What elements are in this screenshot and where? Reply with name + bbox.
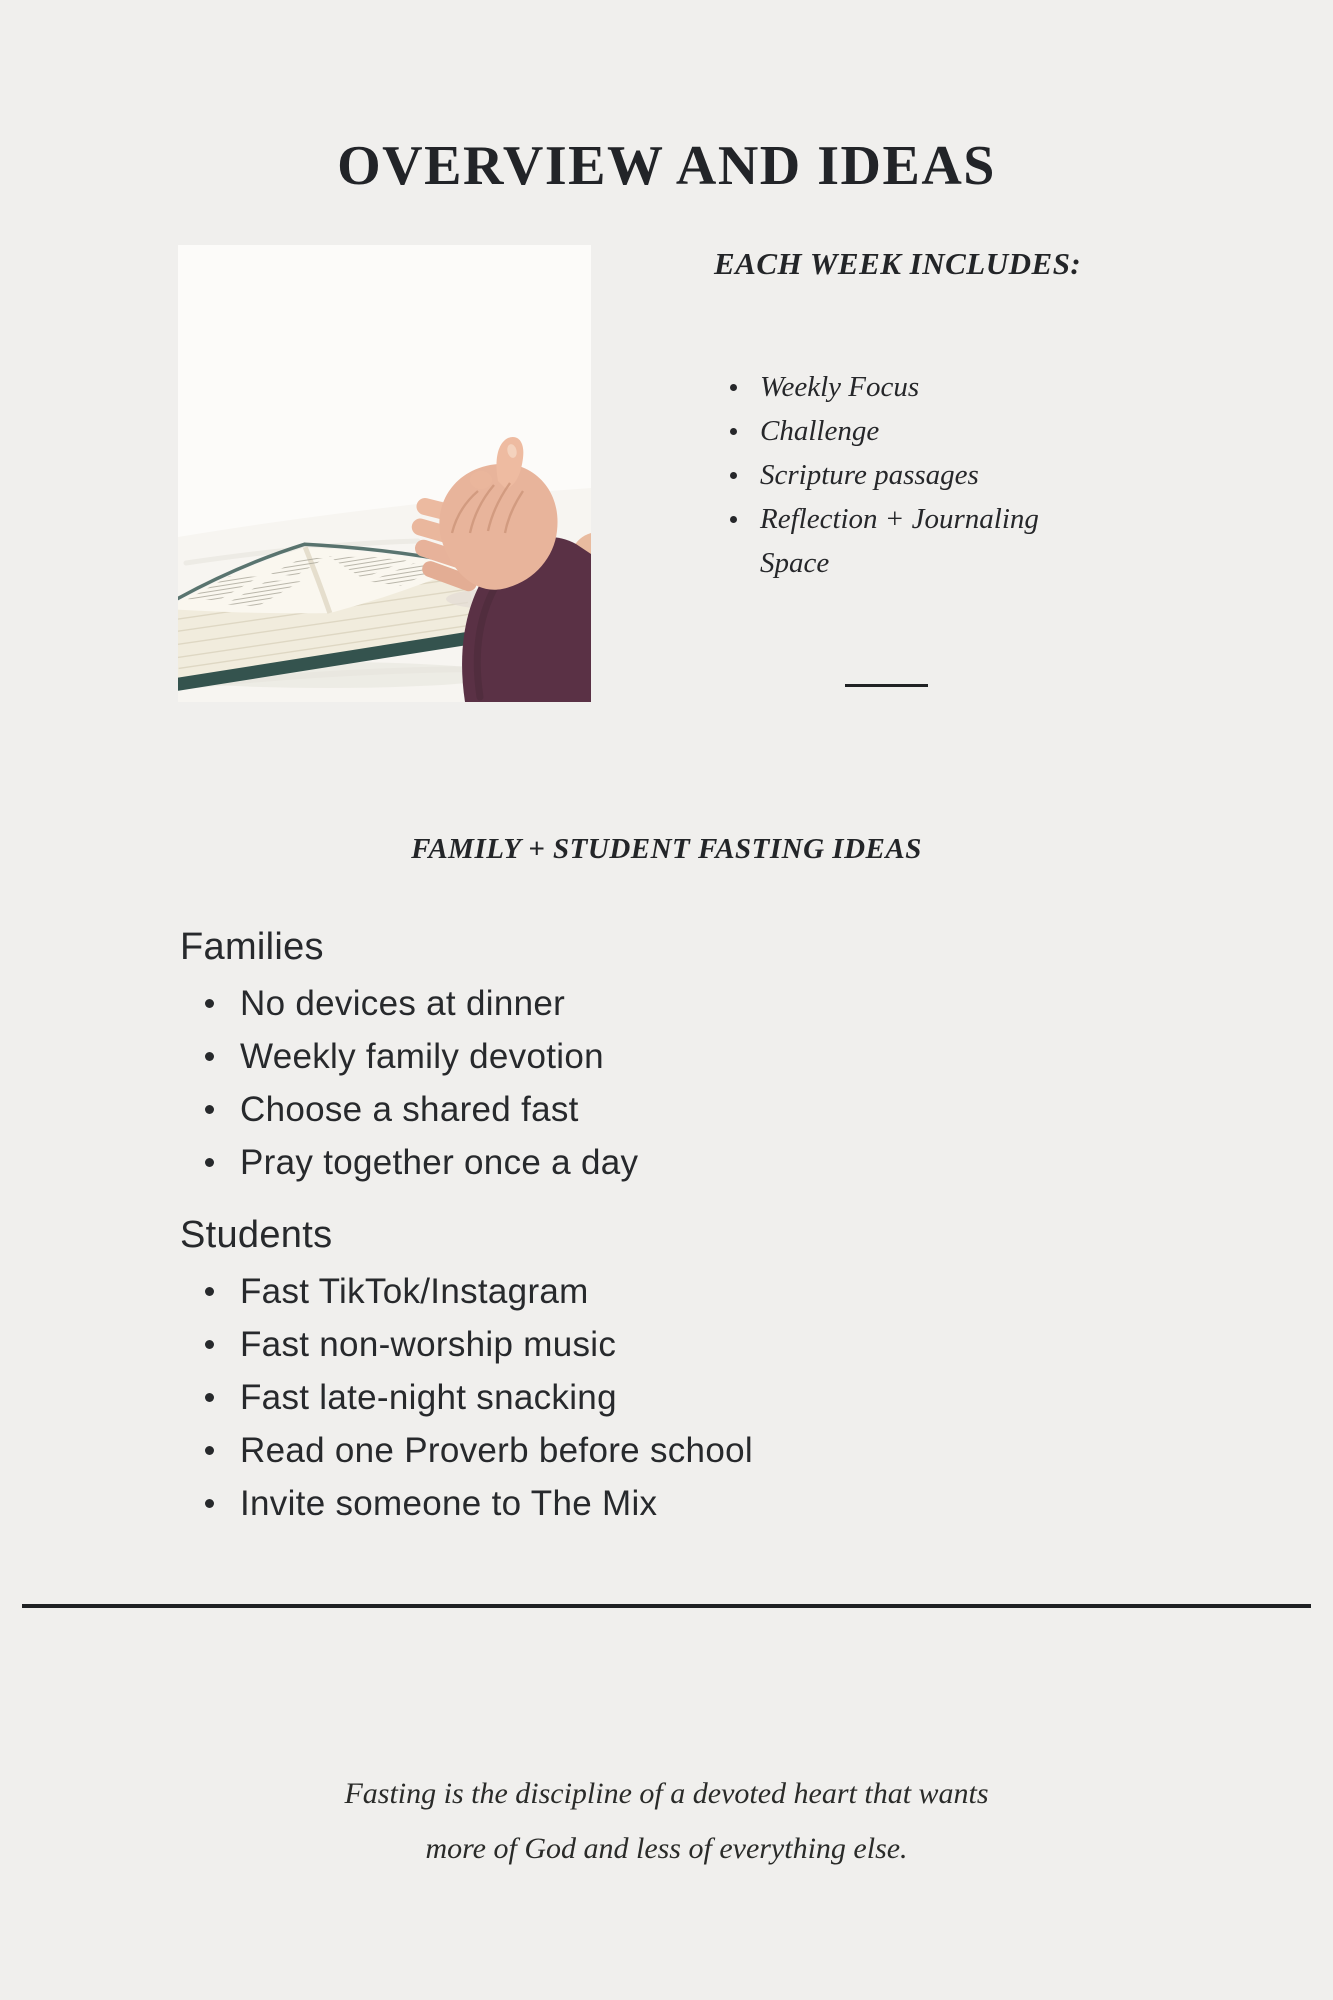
students-list — [180, 1265, 1100, 1530]
quote-line-1: Fasting is the discipline of a devoted heart that wants — [344, 1777, 989, 1810]
photo-illustration — [178, 245, 591, 702]
bullet-dot — [205, 1340, 214, 1349]
list-item-label: Weekly family devotion — [240, 1037, 604, 1076]
each-week-section — [714, 246, 1084, 579]
bullet-dot — [205, 1158, 214, 1167]
list-item — [728, 409, 1046, 453]
list-item-label: Invite someone to The Mix — [240, 1484, 658, 1523]
list-item — [180, 977, 1100, 1030]
list-item-label: Scripture passages — [760, 459, 979, 491]
families-group — [180, 926, 1100, 1189]
list-item-label: Weekly Focus — [760, 371, 920, 403]
page-divider — [22, 1604, 1311, 1608]
list-item — [180, 1477, 1100, 1530]
list-item-label: Challenge — [760, 415, 880, 447]
bullet-dot — [205, 1287, 214, 1296]
bullet-dot — [205, 1105, 214, 1114]
short-divider — [845, 684, 928, 687]
list-item — [180, 1083, 1100, 1136]
list-item — [180, 1371, 1100, 1424]
quote-line-2: more of God and less of everything else. — [425, 1832, 908, 1865]
list-item — [180, 1265, 1100, 1318]
list-item — [180, 1424, 1100, 1477]
list-item-label: Choose a shared fast — [240, 1090, 579, 1129]
list-item-label: Fast TikTok/Instagram — [240, 1272, 589, 1311]
list-item-label: Fast late-night snacking — [240, 1378, 617, 1417]
list-item — [728, 453, 1046, 497]
students-group — [180, 1214, 1100, 1530]
families-label: Families — [180, 926, 324, 968]
list-item — [180, 1136, 1100, 1189]
list-item — [180, 1030, 1100, 1083]
list-item — [180, 1318, 1100, 1371]
praying-hands-photo — [178, 245, 591, 702]
bullet-dot — [205, 1393, 214, 1402]
list-item-label: Fast non-worship music — [240, 1325, 617, 1364]
students-label: Students — [180, 1214, 333, 1256]
bullet-dot — [730, 384, 737, 391]
fasting-ideas-heading: FAMILY + STUDENT FASTING IDEAS — [411, 833, 922, 865]
list-item-label: Read one Proverb before school — [240, 1431, 753, 1470]
bullet-dot — [205, 1052, 214, 1061]
each-week-list — [728, 365, 1046, 585]
bullet-dot — [205, 1499, 214, 1508]
page-title: OVERVIEW AND IDEAS — [337, 135, 996, 197]
list-item-label: No devices at dinner — [240, 984, 566, 1023]
list-item — [728, 497, 1046, 585]
bullet-dot — [730, 516, 737, 523]
bullet-dot — [730, 428, 737, 435]
list-item — [728, 365, 1046, 409]
quote — [0, 1766, 1333, 1876]
bullet-dot — [205, 999, 214, 1008]
list-item-label: Pray together once a day — [240, 1143, 639, 1182]
list-item-label: Reflection + Journaling Space — [760, 503, 1039, 579]
each-week-heading: EACH WEEK INCLUDES: — [714, 246, 1082, 281]
bullet-dot — [730, 472, 737, 479]
bullet-dot — [205, 1446, 214, 1455]
families-list — [180, 977, 1100, 1189]
